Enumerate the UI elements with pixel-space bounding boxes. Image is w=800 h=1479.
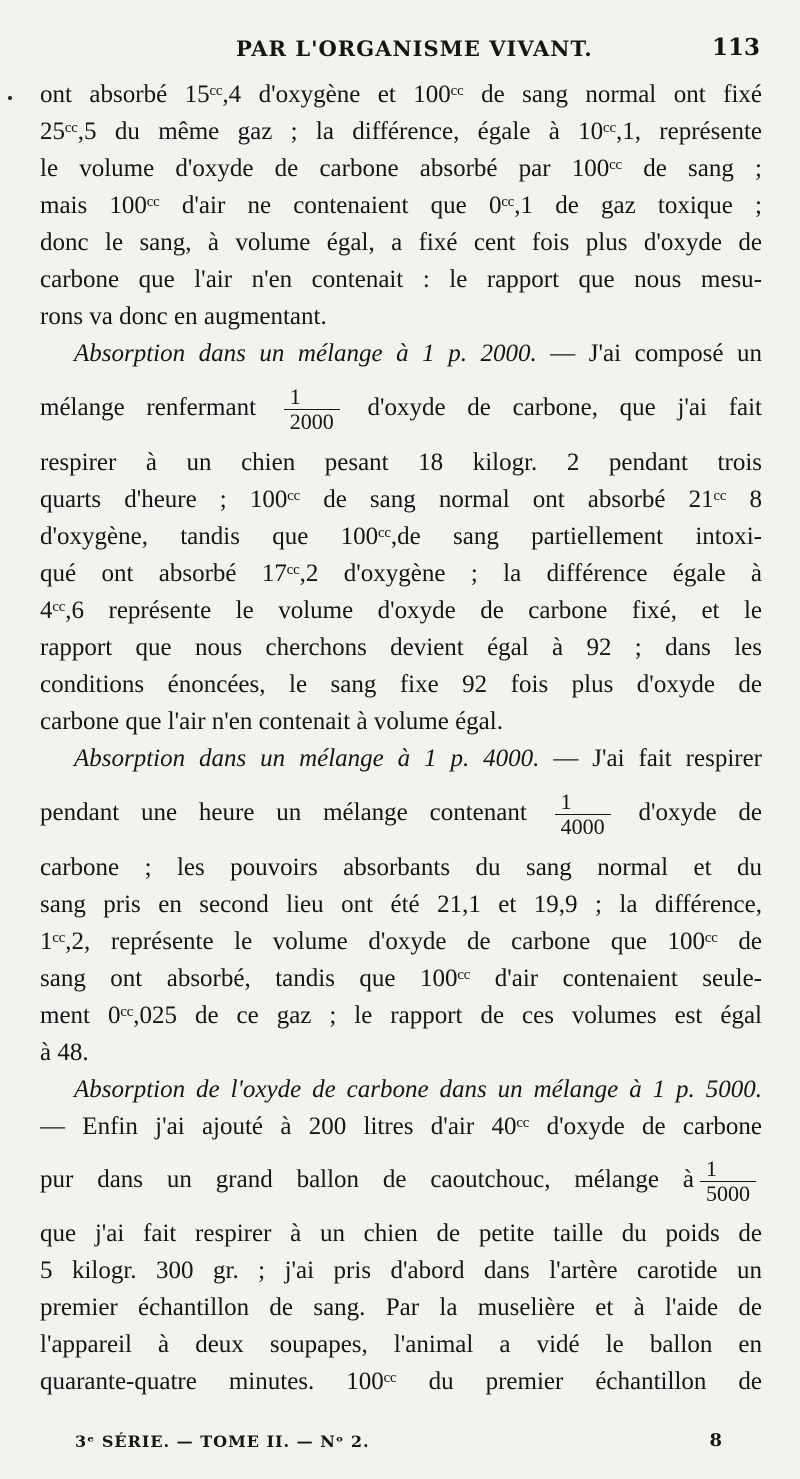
text-line: sang pris en second lieu ont été 21,1 et 19,9 ; la différence, <box>40 891 762 918</box>
fraction-numerator: 1 <box>555 790 611 815</box>
text-fragment: d'oxyde de <box>638 799 762 826</box>
text-line: à 48. <box>40 1039 89 1066</box>
text-line: ment 0ᶜᶜ,025 de ce gaz ; le rapport de ces volumes est égal <box>40 1002 762 1029</box>
fraction-numerator: 1 <box>284 385 340 410</box>
page-footer <box>0 1432 800 1462</box>
fraction <box>700 1157 756 1206</box>
fraction-denominator: 4000 <box>560 813 605 839</box>
text-line: donc le sang, à volume égal, a fixé cent fois plus d'oxyde de <box>40 229 762 256</box>
text-line: 5 kilogr. 300 gr. ; j'ai pris d'abord dans l'artère carotide un <box>40 1257 762 1284</box>
text-fragment: — J'ai composé un <box>550 340 762 367</box>
text-line: premier échantillon de sang. Par la muselière et à l'aide de <box>40 1294 762 1321</box>
signature-mark: 8 <box>709 1430 722 1451</box>
text-line: 1ᶜᶜ,2, représente le volume d'oxyde de carbone que 100ᶜᶜ de <box>40 928 762 955</box>
text-line: ont absorbé 15ᶜᶜ,4 d'oxygène et 100ᶜᶜ de sang normal ont fixé <box>40 81 762 108</box>
section-heading: Absorption dans un mélange à 1 p. 2000. <box>74 340 537 367</box>
text-line: conditions énoncées, le sang fixe 92 fois plus d'oxyde de <box>40 671 762 698</box>
fraction-denominator: 2000 <box>289 408 334 434</box>
text-line: rons va donc en augmentant. <box>40 303 327 330</box>
text-line: quarante-quatre minutes. 100ᶜᶜ du premier échantillon de <box>40 1368 762 1395</box>
paragraph-heading-line <box>40 1071 762 1108</box>
body-text <box>40 76 762 1400</box>
page-number: 113 <box>711 34 760 61</box>
text-line: respirer à un chien pesant 18 kilogr. 2 pendant trois <box>40 449 762 476</box>
margin-dot <box>8 96 12 100</box>
running-header <box>0 32 800 72</box>
text-line: 4ᶜᶜ,6 représente le volume d'oxyde de carbone fixé, et le <box>40 597 762 624</box>
text-line: que j'ai fait respirer à un chien de petite taille du poids de <box>40 1220 762 1247</box>
text-line: carbone que l'air n'en contenait à volume égal. <box>40 708 503 735</box>
text-fragment: mélange renfermant <box>40 394 257 421</box>
text-fragment: pendant une heure un mélange contenant <box>40 799 527 826</box>
text-line-with-fraction <box>40 372 762 444</box>
text-line: l'appareil à deux soupapes, l'animal a vidé le ballon en <box>40 1331 762 1358</box>
paragraph-heading-line <box>40 335 762 372</box>
series-info: 3ᵉ SÉRIE. — TOME II. — Nᵒ 2. <box>75 1432 370 1451</box>
text-line: le volume d'oxyde de carbone absorbé par 100ᶜᶜ de sang ; <box>40 155 762 182</box>
text-line: 25ᶜᶜ,5 du même gaz ; la différence, égale à 10ᶜᶜ,1, représente <box>40 118 762 145</box>
text-line: quarts d'heure ; 100ᶜᶜ de sang normal ont absorbé 21ᶜᶜ 8 <box>40 486 762 513</box>
fraction-numerator: 1 <box>700 1157 756 1182</box>
text-line: rapport que nous cherchons devient égal à 92 ; dans les <box>40 634 762 661</box>
text-line-with-fraction <box>40 777 762 849</box>
fraction <box>284 385 340 434</box>
section-heading: Absorption dans un mélange à 1 p. 4000. <box>74 745 540 772</box>
text-fragment: pur dans un grand ballon de caoutchouc, mélange à <box>40 1166 694 1193</box>
text-line: mais 100ᶜᶜ d'air ne contenaient que 0ᶜᶜ,1 de gaz toxique ; <box>40 192 762 219</box>
fraction-denominator: 5000 <box>706 1180 750 1206</box>
text-line: carbone que l'air n'en contenait : le rapport que nous mesu- <box>40 266 762 293</box>
text-line: d'oxygène, tandis que 100ᶜᶜ,de sang partiellement intoxi- <box>40 523 762 550</box>
text-line: sang ont absorbé, tandis que 100ᶜᶜ d'air contenaient seule- <box>40 965 762 992</box>
text-line: — Enfin j'ai ajouté à 200 litres d'air 40ᶜᶜ d'oxyde de carbone <box>40 1113 762 1140</box>
section-heading: Absorption de l'oxyde de carbone dans un mélange à 1 p. 5000. <box>74 1076 762 1103</box>
text-fragment: — J'ai fait respirer <box>553 745 762 772</box>
text-line: carbone ; les pouvoirs absorbants du sang normal et du <box>40 854 762 881</box>
fraction <box>555 790 611 839</box>
text-fragment: d'oxyde de carbone, que j'ai fait <box>367 394 762 421</box>
text-line-with-fraction <box>40 1145 762 1215</box>
text-line: qué ont absorbé 17ᶜᶜ,2 d'oxygène ; la différence égale à <box>40 560 762 587</box>
paragraph-heading-line <box>40 740 762 777</box>
running-title: PAR L'ORGANISME VIVANT. <box>236 36 593 61</box>
